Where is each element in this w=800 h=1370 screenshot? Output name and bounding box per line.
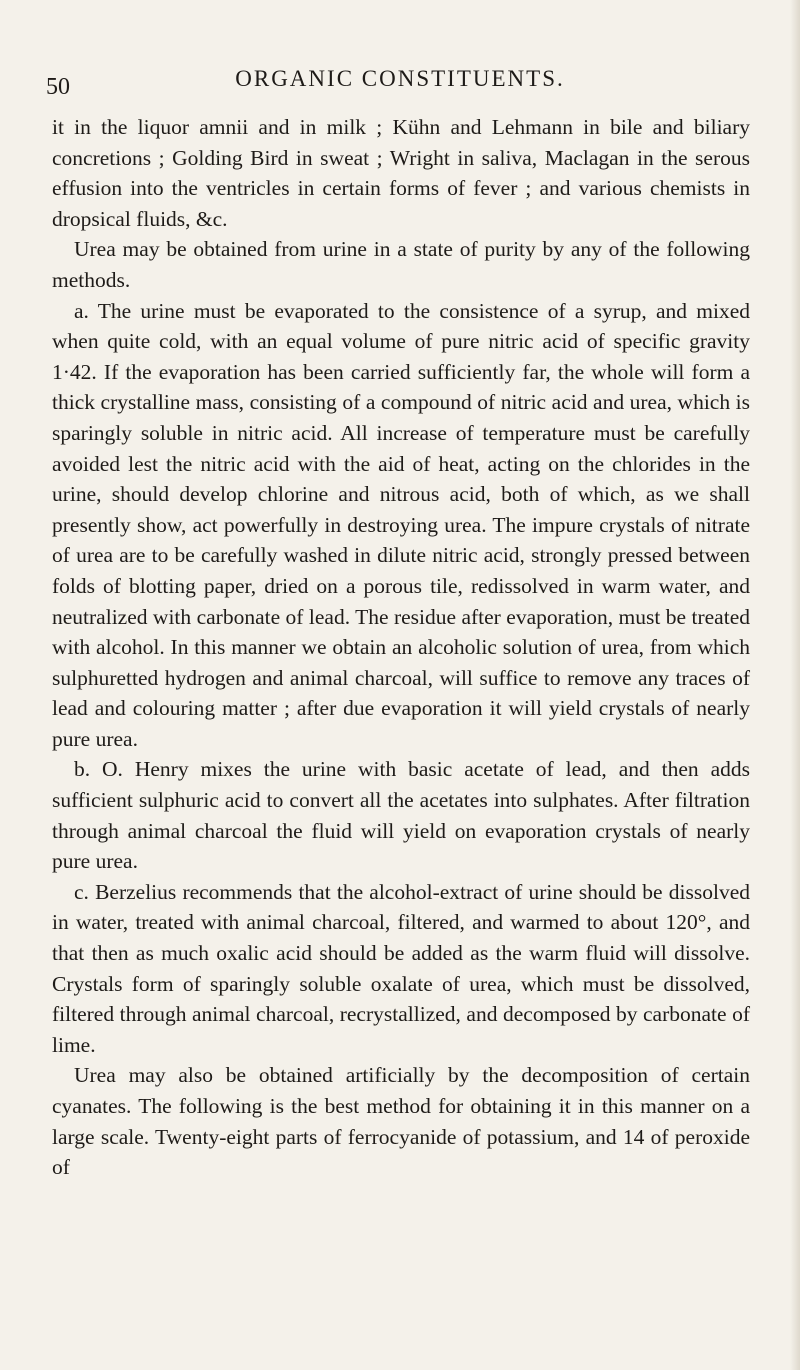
- paragraph-method-b: b. O. Henry mixes the urine with basic acetate of lead, and then adds sufficient sulphuric acid to convert all the acetates into sulphates. After filtration through animal charcoal the fluid will yield on evaporation crystals of nearly pure urea.: [52, 757, 750, 874]
- page-edge-shadow: [790, 0, 800, 1370]
- paragraph-1: it in the liquor amnii and in milk ; Kühn and Lehmann in bile and biliary concretions ; Golding Bird in sweat ; Wright in saliva, Maclagan in the serous effusion into the ventricles in certain forms of fever ; and various chemists in dropsical fluids, &c.: [52, 115, 750, 231]
- paragraph-method-a: a. The urine must be evaporated to the consistence of a syrup, and mixed when quite cold, with an equal volume of pure nitric acid of specific gravity 1·42. If the evaporation has been carried sufficiently far, the whole will form a thick crystalline mass, consisting of a compound of nitric acid and urea, which is sparingly soluble in nitric acid. All increase of temperature must be carefully avoided lest the nitric acid with the aid of heat, acting on the chlorides in the urine, should develop chlorine and nitrous acid, both of which, as we shall presently show, act powerfully in destroying urea. The impure crystals of nitrate of urea are to be carefully washed in dilute nitric acid, strongly pressed between folds of blotting paper, dried on a porous tile, redissolved in warm water, and neutralized with carbonate of lead. The residue after evaporation, must be treated with alcohol. In this manner we obtain an alcoholic solution of urea, from which sulphuretted hydrogen and animal charcoal, will suffice to remove any traces of lead and colouring matter ; after due evaporation it will yield crystals of nearly pure urea.: [52, 298, 750, 751]
- paragraph-artificial: Urea may also be obtained artificially by the decomposition of certain cyanates. The following is the best method for obtaining it in this manner on a large scale. Twenty-eight parts of ferrocyanide of potassium, and 14 of peroxide of: [52, 1063, 750, 1180]
- body-text: [52, 112, 750, 1183]
- paragraph-method-c: c. Berzelius recommends that the alcohol-extract of urine should be dissolved in water, treated with animal charcoal, filtered, and warmed to about 120°, and that then as much oxalic acid should be added as the warm fluid will dissolve. Crystals form of sparingly soluble oxalate of urea, which must be dissolved, filtered through animal charcoal, recrystallized, and decomposed by carbonate of lime.: [52, 879, 750, 1057]
- page-number: 50: [46, 74, 70, 100]
- paragraph-2: Urea may be obtained from urine in a state of purity by any of the following methods.: [52, 237, 750, 292]
- running-title: ORGANIC CONSTITUENTS.: [235, 66, 565, 91]
